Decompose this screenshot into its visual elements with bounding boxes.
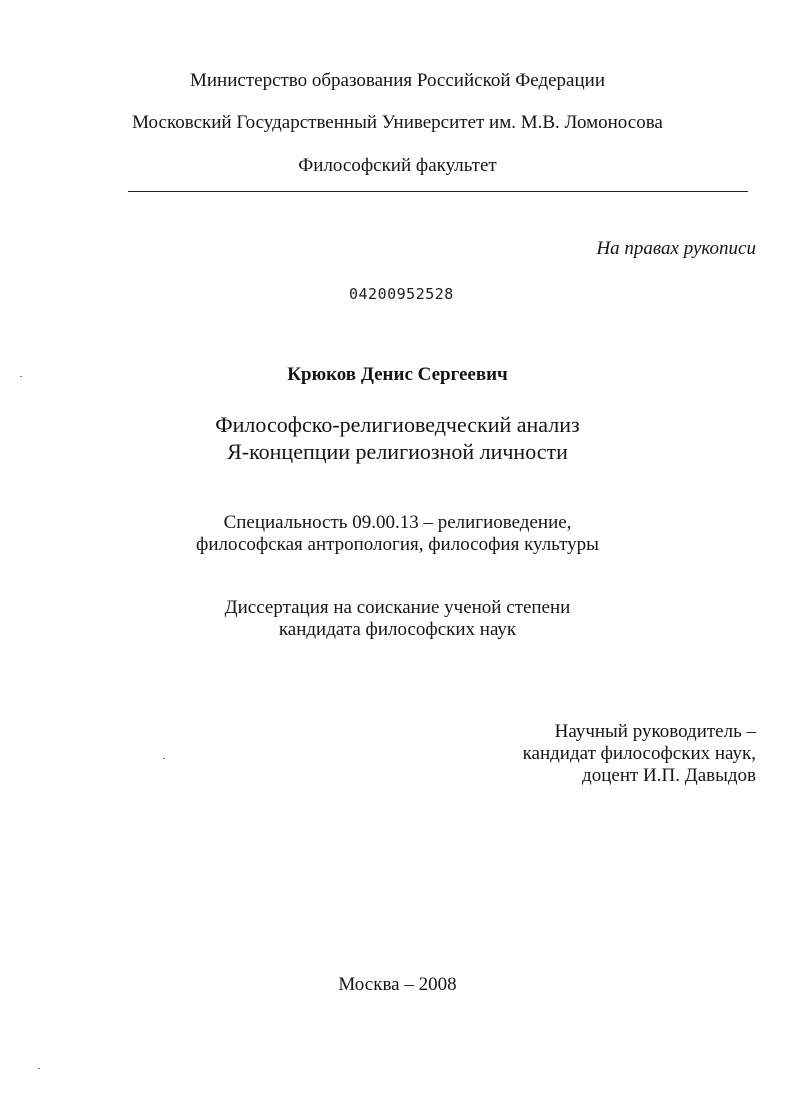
catalog-number: 04200952528	[349, 285, 454, 303]
specialty-line-2: философская антропология, философия культуры	[196, 534, 599, 555]
ministry-line: Министерство образования Российской Федерации	[190, 70, 605, 91]
thesis-title-line-1: Философско-религиоведческий анализ	[215, 412, 580, 437]
city-year: Москва – 2008	[338, 974, 457, 995]
scan-speck	[38, 1068, 40, 1069]
degree-line-1: Диссертация на соискание ученой степени	[224, 597, 571, 618]
faculty-line: Философский факультет	[298, 155, 497, 176]
manuscript-rights-note: На правах рукописи	[596, 238, 756, 259]
supervisor-line-1: Научный руководитель –	[554, 721, 756, 742]
scan-speck	[20, 376, 22, 377]
supervisor-line-3: доцент И.П. Давыдов	[582, 765, 756, 786]
degree-line-2: кандидата философских наук	[278, 619, 517, 640]
author-name: Крюков Денис Сергеевич	[287, 364, 508, 385]
supervisor-block	[523, 721, 756, 787]
scan-speck	[163, 758, 165, 759]
header-divider	[128, 191, 748, 192]
specialty-line-1: Специальность 09.00.13 – религиоведение,	[223, 512, 572, 533]
university-line: Московский Государственный Университет им. М.В. Ломоносова	[132, 112, 663, 133]
supervisor-line-2: кандидат философских наук,	[522, 743, 756, 764]
thesis-title-line-2: Я-концепции религиозной личности	[227, 439, 568, 464]
